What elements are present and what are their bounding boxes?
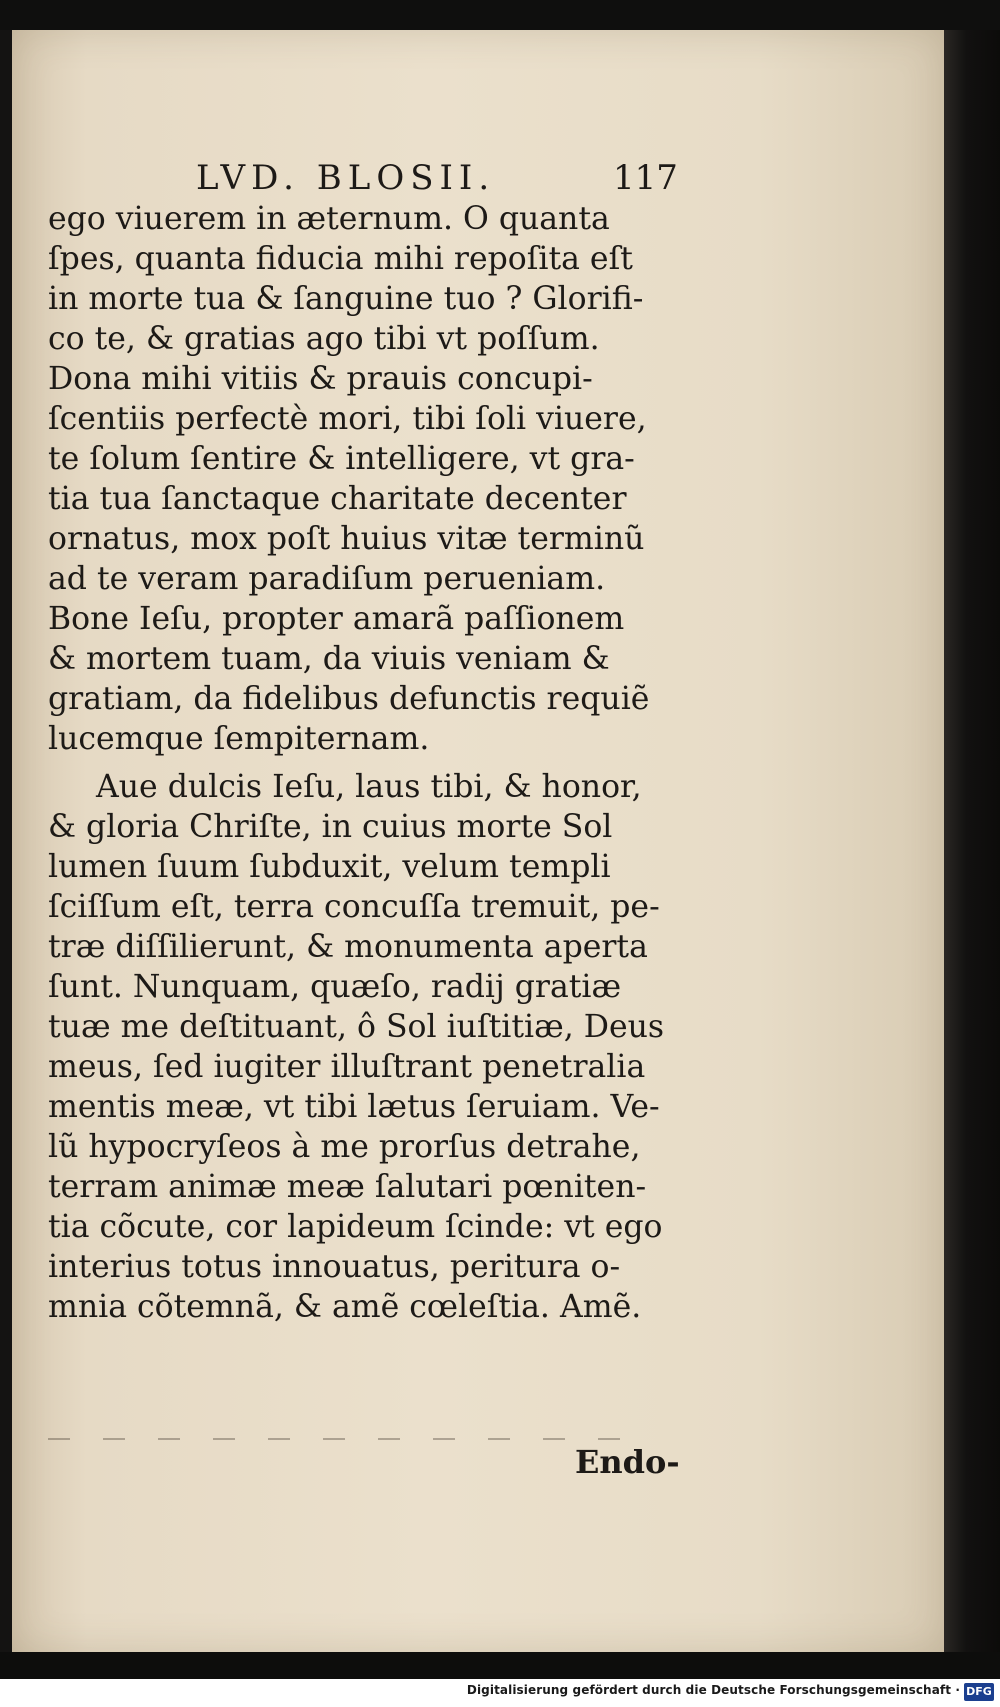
text-line: ornatus, mox poſt huius vitæ terminũ [48,521,645,557]
catchword: Endo- [575,1443,680,1481]
text-line: gratiam, da fidelibus defunctis requiẽ [48,681,650,717]
text-line: ego viuerem in æternum. O quanta [48,201,610,237]
text-line: in morte tua & ſanguine tuo ? Glorifi- [48,281,644,317]
text-line: tuæ me deſtituant, ô Sol iuſtitiæ, Deus [48,1009,665,1045]
text-line: Dona mihi vitiis & prauis concupi- [48,361,593,397]
dfg-logo: DFG [964,1683,994,1701]
text-line: meus, ſed iugiter illuſtrant penetralia [48,1049,646,1085]
text-line: ſpes, quanta fiducia mihi repoſita eſt [48,241,633,277]
text-line: tia cõcute, cor lapideum ſcinde: vt ego [48,1209,663,1245]
scan-top-border [0,0,1000,30]
text-line: mnia cõtemnã, & amẽ cœleſtia. Amẽ. [48,1289,642,1325]
text-line: ſciſſum eſt, terra concuſſa tremuit, pe- [48,889,660,925]
text-line: & gloria Chriſte, in cuius morte Sol [48,809,613,845]
text-line: træ diſſilierunt, & monumenta aperta [48,929,648,965]
funding-credit: Digitalisierung gefördert durch die Deutsche Forschungsgemeinschaft · [466,1683,960,1697]
text-line: ſunt. Nunquam, quæſo, radij gratiæ [48,969,622,1005]
scan-bottom-border [0,1652,1000,1679]
text-line: interius totus innouatus, peritura o- [48,1249,621,1285]
page-number: 117 [613,158,678,198]
scan-right-border [944,30,1000,1652]
text-line: terram animæ meæ ſalutari pœniten- [48,1169,647,1205]
text-line: ſcentiis perfectè mori, tibi ſoli viuere, [48,401,647,437]
text-line: Bone Ieſu, propter amarã paſſionem [48,601,625,637]
text-line: tia tua ſanctaque charitate decenter [48,481,627,517]
text-line: co te, & gratias ago tibi vt poſſum. [48,321,600,357]
text-line: ad te veram paradiſum perueniam. [48,561,606,597]
text-line: & mortem tuam, da viuis veniam & [48,641,610,677]
text-line: te ſolum ſentire & intelligere, vt gra- [48,441,635,477]
text-line: lũ hypocryſeos à me prorſus detrahe, [48,1129,641,1165]
text-line: mentis meæ, vt tibi lætus ſeruiam. Ve- [48,1089,660,1125]
text-line-paragraph-start: Aue dulcis Ieſu, laus tibi, & honor, [96,769,642,805]
bleed-through-marks [48,1438,638,1440]
text-line: lucemque ſempiternam. [48,721,430,757]
running-head-title: LVD. BLOSII. [196,158,496,198]
text-line: lumen ſuum ſubduxit, velum templi [48,849,611,885]
